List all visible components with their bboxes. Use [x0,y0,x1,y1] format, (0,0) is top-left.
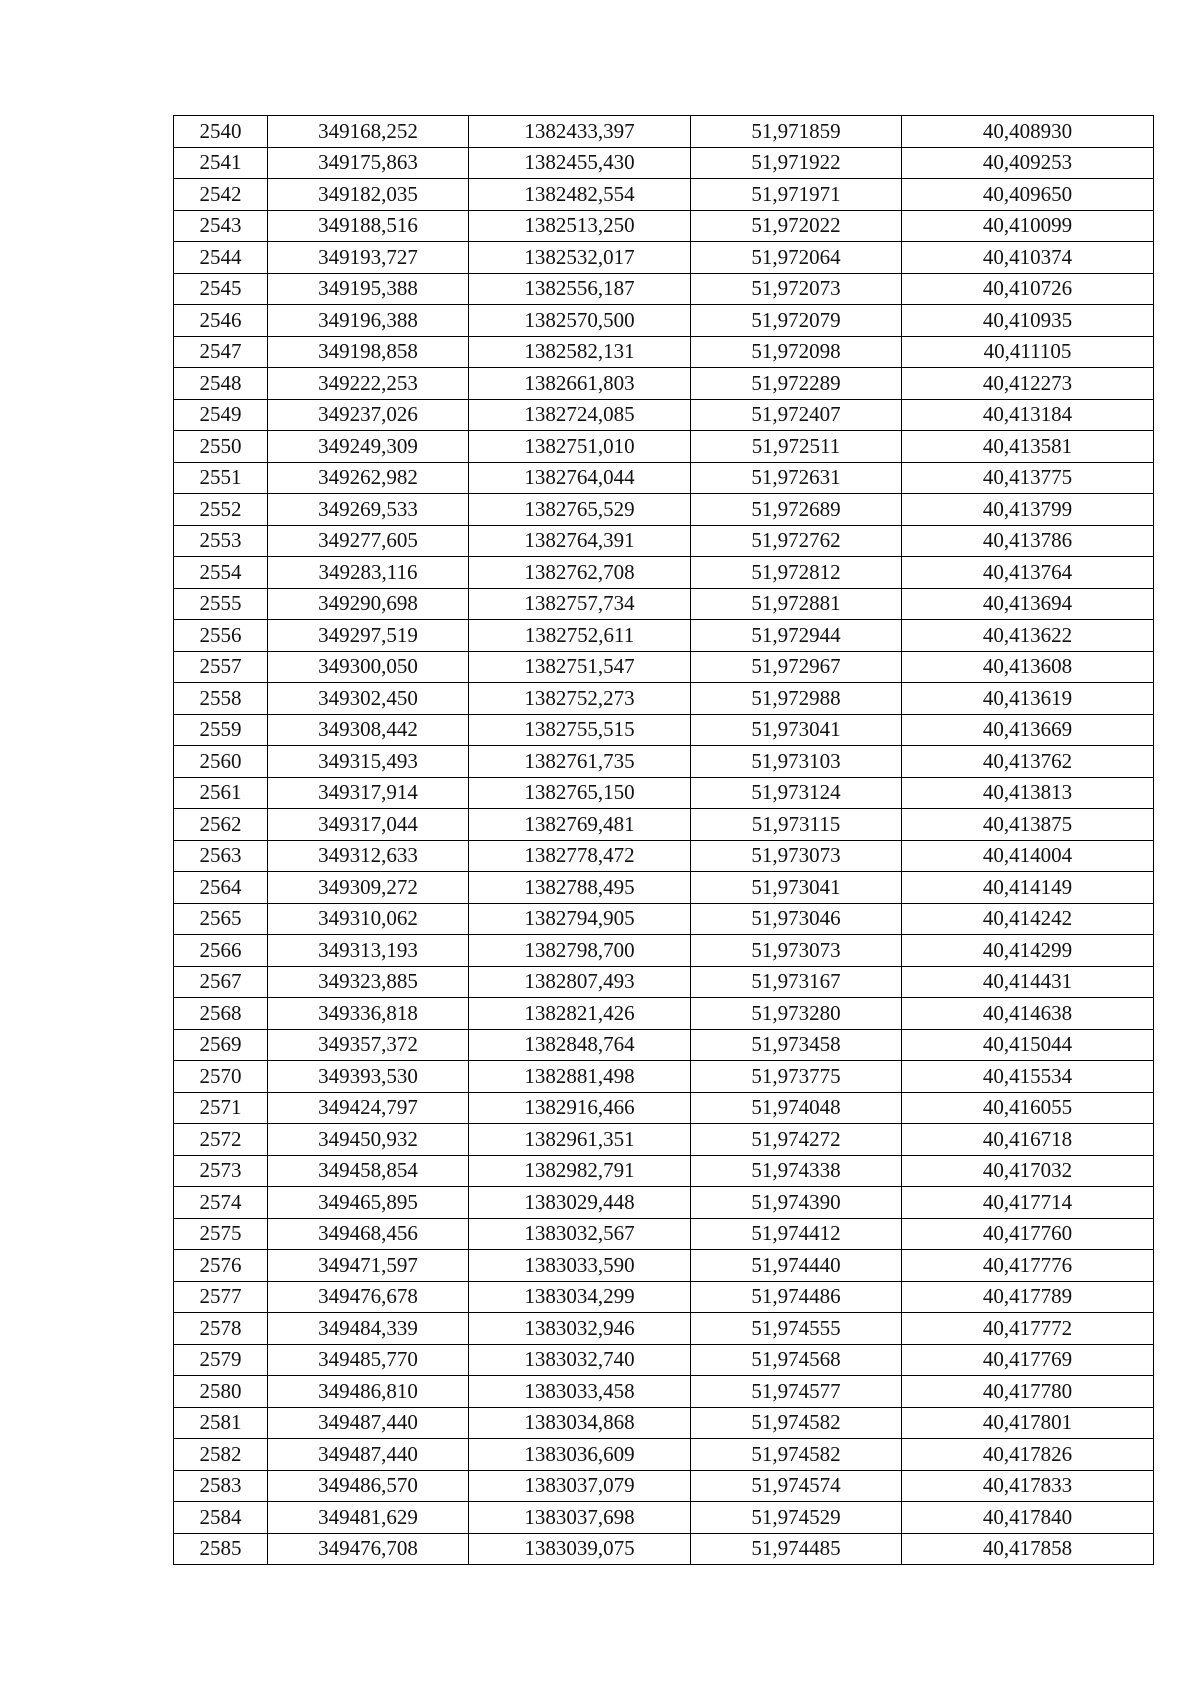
latitude-cell: 51,974390 [691,1187,902,1219]
latitude-cell: 51,974577 [691,1376,902,1408]
y-coordinate-cell: 1383037,079 [469,1470,691,1502]
table-row [174,683,1154,715]
longitude-cell: 40,413764 [902,557,1154,589]
longitude-cell: 40,410374 [902,242,1154,274]
point-number-cell: 2570 [174,1061,268,1093]
point-number-cell: 2579 [174,1344,268,1376]
longitude-cell: 40,414431 [902,966,1154,998]
point-number-cell: 2572 [174,1124,268,1156]
table-row [174,1124,1154,1156]
table-row [174,116,1154,148]
table-row [174,1218,1154,1250]
x-coordinate-cell: 349336,818 [268,998,469,1030]
point-number-cell: 2581 [174,1407,268,1439]
x-coordinate-cell: 349302,450 [268,683,469,715]
latitude-cell: 51,972944 [691,620,902,652]
y-coordinate-cell: 1382570,500 [469,305,691,337]
table-row [174,588,1154,620]
point-number-cell: 2545 [174,273,268,305]
y-coordinate-cell: 1382848,764 [469,1029,691,1061]
y-coordinate-cell: 1383033,458 [469,1376,691,1408]
point-number-cell: 2575 [174,1218,268,1250]
longitude-cell: 40,417760 [902,1218,1154,1250]
x-coordinate-cell: 349309,272 [268,872,469,904]
x-coordinate-cell: 349486,570 [268,1470,469,1502]
y-coordinate-cell: 1383033,590 [469,1250,691,1282]
point-number-cell: 2567 [174,966,268,998]
latitude-cell: 51,974485 [691,1533,902,1565]
latitude-cell: 51,972881 [691,588,902,620]
y-coordinate-cell: 1382788,495 [469,872,691,904]
x-coordinate-cell: 349471,597 [268,1250,469,1282]
table-row [174,746,1154,778]
x-coordinate-cell: 349198,858 [268,336,469,368]
longitude-cell: 40,417801 [902,1407,1154,1439]
table-row [174,1187,1154,1219]
x-coordinate-cell: 349249,309 [268,431,469,463]
table-row [174,210,1154,242]
x-coordinate-cell: 349237,026 [268,399,469,431]
y-coordinate-cell: 1382798,700 [469,935,691,967]
x-coordinate-cell: 349175,863 [268,147,469,179]
y-coordinate-cell: 1382961,351 [469,1124,691,1156]
x-coordinate-cell: 349476,708 [268,1533,469,1565]
table-row [174,179,1154,211]
longitude-cell: 40,417780 [902,1376,1154,1408]
table-row [174,1407,1154,1439]
table-row [174,840,1154,872]
table-row [174,147,1154,179]
x-coordinate-cell: 349222,253 [268,368,469,400]
y-coordinate-cell: 1383034,299 [469,1281,691,1313]
point-number-cell: 2559 [174,714,268,746]
point-number-cell: 2552 [174,494,268,526]
latitude-cell: 51,974582 [691,1407,902,1439]
longitude-cell: 40,417833 [902,1470,1154,1502]
point-number-cell: 2584 [174,1502,268,1534]
x-coordinate-cell: 349323,885 [268,966,469,998]
y-coordinate-cell: 1382752,611 [469,620,691,652]
table-row [174,336,1154,368]
table-row [174,872,1154,904]
point-number-cell: 2573 [174,1155,268,1187]
longitude-cell: 40,410726 [902,273,1154,305]
point-number-cell: 2558 [174,683,268,715]
longitude-cell: 40,414004 [902,840,1154,872]
longitude-cell: 40,411105 [902,336,1154,368]
latitude-cell: 51,974412 [691,1218,902,1250]
longitude-cell: 40,417769 [902,1344,1154,1376]
point-number-cell: 2569 [174,1029,268,1061]
x-coordinate-cell: 349277,605 [268,525,469,557]
longitude-cell: 40,413694 [902,588,1154,620]
latitude-cell: 51,974440 [691,1250,902,1282]
latitude-cell: 51,972631 [691,462,902,494]
x-coordinate-cell: 349300,050 [268,651,469,683]
longitude-cell: 40,417858 [902,1533,1154,1565]
longitude-cell: 40,416055 [902,1092,1154,1124]
y-coordinate-cell: 1382556,187 [469,273,691,305]
table-row [174,1344,1154,1376]
y-coordinate-cell: 1382794,905 [469,903,691,935]
point-number-cell: 2580 [174,1376,268,1408]
point-number-cell: 2554 [174,557,268,589]
longitude-cell: 40,409253 [902,147,1154,179]
y-coordinate-cell: 1382757,734 [469,588,691,620]
table-row [174,305,1154,337]
y-coordinate-cell: 1383029,448 [469,1187,691,1219]
longitude-cell: 40,417826 [902,1439,1154,1471]
x-coordinate-cell: 349465,895 [268,1187,469,1219]
latitude-cell: 51,972022 [691,210,902,242]
x-coordinate-cell: 349485,770 [268,1344,469,1376]
y-coordinate-cell: 1382433,397 [469,116,691,148]
y-coordinate-cell: 1383037,698 [469,1502,691,1534]
table-row [174,431,1154,463]
longitude-cell: 40,417032 [902,1155,1154,1187]
y-coordinate-cell: 1382661,803 [469,368,691,400]
x-coordinate-cell: 349476,678 [268,1281,469,1313]
y-coordinate-cell: 1382751,010 [469,431,691,463]
table-row [174,651,1154,683]
table-row [174,557,1154,589]
x-coordinate-cell: 349357,372 [268,1029,469,1061]
latitude-cell: 51,974272 [691,1124,902,1156]
table-row [174,1281,1154,1313]
table-row [174,368,1154,400]
x-coordinate-cell: 349424,797 [268,1092,469,1124]
longitude-cell: 40,414242 [902,903,1154,935]
longitude-cell: 40,414299 [902,935,1154,967]
table-row [174,462,1154,494]
table-row [174,1376,1154,1408]
latitude-cell: 51,971859 [691,116,902,148]
longitude-cell: 40,417714 [902,1187,1154,1219]
x-coordinate-cell: 349317,914 [268,777,469,809]
table-row [174,714,1154,746]
x-coordinate-cell: 349487,440 [268,1439,469,1471]
longitude-cell: 40,417789 [902,1281,1154,1313]
point-number-cell: 2549 [174,399,268,431]
x-coordinate-cell: 349290,698 [268,588,469,620]
point-number-cell: 2578 [174,1313,268,1345]
longitude-cell: 40,413622 [902,620,1154,652]
table-row [174,273,1154,305]
point-number-cell: 2566 [174,935,268,967]
point-number-cell: 2585 [174,1533,268,1565]
longitude-cell: 40,417776 [902,1250,1154,1282]
y-coordinate-cell: 1383032,567 [469,1218,691,1250]
latitude-cell: 51,972079 [691,305,902,337]
point-number-cell: 2551 [174,462,268,494]
y-coordinate-cell: 1383032,740 [469,1344,691,1376]
latitude-cell: 51,972689 [691,494,902,526]
x-coordinate-cell: 349317,044 [268,809,469,841]
latitude-cell: 51,973775 [691,1061,902,1093]
latitude-cell: 51,973073 [691,935,902,967]
table-row [174,1439,1154,1471]
x-coordinate-cell: 349468,456 [268,1218,469,1250]
y-coordinate-cell: 1382764,391 [469,525,691,557]
point-number-cell: 2542 [174,179,268,211]
y-coordinate-cell: 1383036,609 [469,1439,691,1471]
latitude-cell: 51,972064 [691,242,902,274]
latitude-cell: 51,972511 [691,431,902,463]
longitude-cell: 40,413775 [902,462,1154,494]
y-coordinate-cell: 1382724,085 [469,399,691,431]
y-coordinate-cell: 1382532,017 [469,242,691,274]
longitude-cell: 40,417840 [902,1502,1154,1534]
x-coordinate-cell: 349195,388 [268,273,469,305]
table-row [174,1029,1154,1061]
coordinates-table-body [174,116,1154,1565]
point-number-cell: 2546 [174,305,268,337]
x-coordinate-cell: 349262,982 [268,462,469,494]
y-coordinate-cell: 1382455,430 [469,147,691,179]
point-number-cell: 2548 [174,368,268,400]
coordinates-table [173,115,1154,1565]
latitude-cell: 51,973280 [691,998,902,1030]
table-row [174,525,1154,557]
latitude-cell: 51,974582 [691,1439,902,1471]
table-row [174,1502,1154,1534]
table-row [174,494,1154,526]
table-row [174,1250,1154,1282]
latitude-cell: 51,974574 [691,1470,902,1502]
longitude-cell: 40,413875 [902,809,1154,841]
point-number-cell: 2541 [174,147,268,179]
latitude-cell: 51,974338 [691,1155,902,1187]
point-number-cell: 2560 [174,746,268,778]
latitude-cell: 51,971922 [691,147,902,179]
longitude-cell: 40,413669 [902,714,1154,746]
y-coordinate-cell: 1382482,554 [469,179,691,211]
x-coordinate-cell: 349283,116 [268,557,469,589]
x-coordinate-cell: 349196,388 [268,305,469,337]
x-coordinate-cell: 349487,440 [268,1407,469,1439]
y-coordinate-cell: 1382765,150 [469,777,691,809]
x-coordinate-cell: 349297,519 [268,620,469,652]
point-number-cell: 2562 [174,809,268,841]
point-number-cell: 2564 [174,872,268,904]
table-row [174,966,1154,998]
latitude-cell: 51,973458 [691,1029,902,1061]
longitude-cell: 40,413184 [902,399,1154,431]
x-coordinate-cell: 349450,932 [268,1124,469,1156]
table-row [174,903,1154,935]
x-coordinate-cell: 349313,193 [268,935,469,967]
latitude-cell: 51,974555 [691,1313,902,1345]
longitude-cell: 40,413799 [902,494,1154,526]
point-number-cell: 2574 [174,1187,268,1219]
point-number-cell: 2544 [174,242,268,274]
latitude-cell: 51,973124 [691,777,902,809]
latitude-cell: 51,973041 [691,872,902,904]
x-coordinate-cell: 349486,810 [268,1376,469,1408]
longitude-cell: 40,413608 [902,651,1154,683]
y-coordinate-cell: 1382778,472 [469,840,691,872]
table-row [174,1313,1154,1345]
x-coordinate-cell: 349269,533 [268,494,469,526]
point-number-cell: 2565 [174,903,268,935]
latitude-cell: 51,972812 [691,557,902,589]
longitude-cell: 40,410099 [902,210,1154,242]
longitude-cell: 40,410935 [902,305,1154,337]
point-number-cell: 2577 [174,1281,268,1313]
table-row [174,620,1154,652]
y-coordinate-cell: 1383034,868 [469,1407,691,1439]
latitude-cell: 51,974529 [691,1502,902,1534]
table-row [174,1470,1154,1502]
y-coordinate-cell: 1382916,466 [469,1092,691,1124]
longitude-cell: 40,416718 [902,1124,1154,1156]
latitude-cell: 51,973103 [691,746,902,778]
latitude-cell: 51,973115 [691,809,902,841]
table-row [174,1155,1154,1187]
latitude-cell: 51,972289 [691,368,902,400]
latitude-cell: 51,972407 [691,399,902,431]
longitude-cell: 40,415044 [902,1029,1154,1061]
x-coordinate-cell: 349458,854 [268,1155,469,1187]
x-coordinate-cell: 349393,530 [268,1061,469,1093]
y-coordinate-cell: 1382982,791 [469,1155,691,1187]
y-coordinate-cell: 1383032,946 [469,1313,691,1345]
table-row [174,399,1154,431]
point-number-cell: 2571 [174,1092,268,1124]
longitude-cell: 40,414149 [902,872,1154,904]
y-coordinate-cell: 1382582,131 [469,336,691,368]
x-coordinate-cell: 349168,252 [268,116,469,148]
latitude-cell: 51,973073 [691,840,902,872]
longitude-cell: 40,413619 [902,683,1154,715]
table-row [174,1061,1154,1093]
table-row [174,777,1154,809]
point-number-cell: 2557 [174,651,268,683]
latitude-cell: 51,972967 [691,651,902,683]
latitude-cell: 51,973041 [691,714,902,746]
y-coordinate-cell: 1382807,493 [469,966,691,998]
x-coordinate-cell: 349193,727 [268,242,469,274]
y-coordinate-cell: 1382761,735 [469,746,691,778]
x-coordinate-cell: 349308,442 [268,714,469,746]
point-number-cell: 2576 [174,1250,268,1282]
longitude-cell: 40,413786 [902,525,1154,557]
longitude-cell: 40,408930 [902,116,1154,148]
longitude-cell: 40,414638 [902,998,1154,1030]
point-number-cell: 2553 [174,525,268,557]
point-number-cell: 2540 [174,116,268,148]
x-coordinate-cell: 349484,339 [268,1313,469,1345]
longitude-cell: 40,417772 [902,1313,1154,1345]
longitude-cell: 40,413762 [902,746,1154,778]
table-row [174,809,1154,841]
y-coordinate-cell: 1382755,515 [469,714,691,746]
table-row [174,242,1154,274]
x-coordinate-cell: 349310,062 [268,903,469,935]
latitude-cell: 51,973046 [691,903,902,935]
longitude-cell: 40,412273 [902,368,1154,400]
point-number-cell: 2547 [174,336,268,368]
x-coordinate-cell: 349312,633 [268,840,469,872]
y-coordinate-cell: 1382764,044 [469,462,691,494]
point-number-cell: 2563 [174,840,268,872]
y-coordinate-cell: 1382762,708 [469,557,691,589]
point-number-cell: 2543 [174,210,268,242]
point-number-cell: 2582 [174,1439,268,1471]
y-coordinate-cell: 1382769,481 [469,809,691,841]
y-coordinate-cell: 1382821,426 [469,998,691,1030]
y-coordinate-cell: 1382765,529 [469,494,691,526]
y-coordinate-cell: 1382881,498 [469,1061,691,1093]
longitude-cell: 40,413581 [902,431,1154,463]
longitude-cell: 40,409650 [902,179,1154,211]
y-coordinate-cell: 1382752,273 [469,683,691,715]
table-row [174,935,1154,967]
longitude-cell: 40,415534 [902,1061,1154,1093]
latitude-cell: 51,972098 [691,336,902,368]
latitude-cell: 51,972988 [691,683,902,715]
y-coordinate-cell: 1382751,547 [469,651,691,683]
point-number-cell: 2555 [174,588,268,620]
table-row [174,1092,1154,1124]
point-number-cell: 2561 [174,777,268,809]
latitude-cell: 51,972073 [691,273,902,305]
latitude-cell: 51,971971 [691,179,902,211]
x-coordinate-cell: 349315,493 [268,746,469,778]
x-coordinate-cell: 349481,629 [268,1502,469,1534]
y-coordinate-cell: 1383039,075 [469,1533,691,1565]
latitude-cell: 51,973167 [691,966,902,998]
point-number-cell: 2583 [174,1470,268,1502]
table-row [174,1533,1154,1565]
point-number-cell: 2550 [174,431,268,463]
longitude-cell: 40,413813 [902,777,1154,809]
point-number-cell: 2568 [174,998,268,1030]
x-coordinate-cell: 349182,035 [268,179,469,211]
table-row [174,998,1154,1030]
latitude-cell: 51,974568 [691,1344,902,1376]
point-number-cell: 2556 [174,620,268,652]
x-coordinate-cell: 349188,516 [268,210,469,242]
y-coordinate-cell: 1382513,250 [469,210,691,242]
latitude-cell: 51,974048 [691,1092,902,1124]
latitude-cell: 51,974486 [691,1281,902,1313]
latitude-cell: 51,972762 [691,525,902,557]
